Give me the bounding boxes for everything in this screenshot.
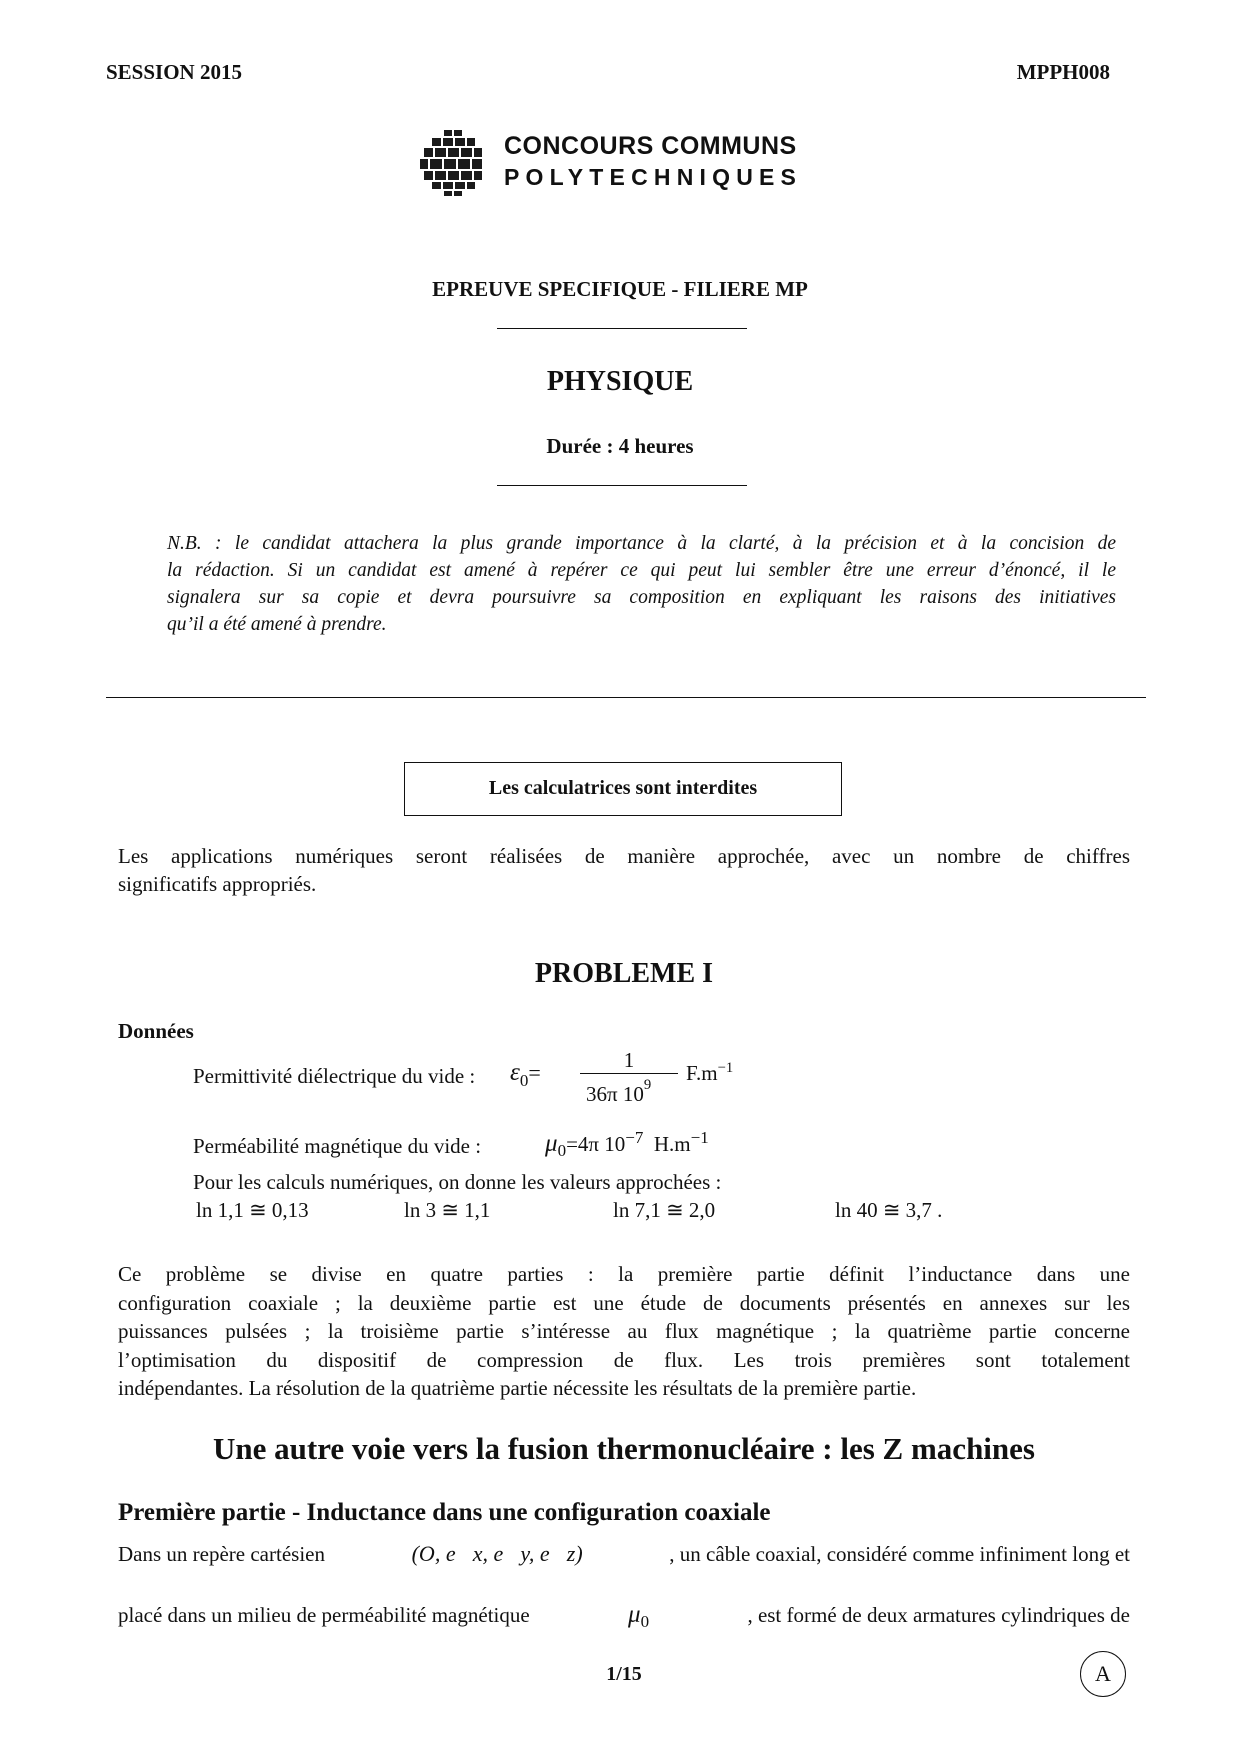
- intro-line: puissances pulsées ; la troisième partie s’intéresse au flux magnétique ; la quatrième partie concerne: [118, 1319, 1130, 1343]
- duration: Durée : 4 heures: [546, 434, 694, 458]
- text: placé dans un milieu de perméabilité magnétique: [118, 1603, 530, 1627]
- permittivity-denominator: 36π $10^9$: [586, 1077, 652, 1106]
- nb-line: N.B. : le candidat attachera la plus grande importance à la clarté, à la précision et à la concision de: [167, 533, 1116, 554]
- part1-line1: [118, 1541, 1130, 1567]
- ccp-logo-icon: [418, 128, 488, 198]
- text: , un câble coaxial, considéré comme infiniment long et: [669, 1542, 1130, 1566]
- permittivity-numerator: 1: [623, 1048, 635, 1072]
- problem-intro-paragraph: [118, 1260, 1130, 1403]
- permittivity-unit: $F.m^{-1}$: [686, 1060, 734, 1085]
- intro-line: indépendantes. La résolution de la quatrième partie nécessite les résultats de la première partie.: [118, 1376, 917, 1400]
- log-value: ln 1,1 ≅ 0,13: [196, 1198, 309, 1222]
- exam-code: MPPH008: [1016, 60, 1110, 84]
- session-label: SESSION 2015: [106, 60, 242, 84]
- log-value: ln 7,1 ≅ 2,0: [613, 1198, 716, 1222]
- nb-line: qu’il a été amené à prendre.: [167, 614, 387, 635]
- log-value: ln 3 ≅ 1,1: [404, 1198, 491, 1222]
- text: , est formé de deux armatures cylindriques de: [747, 1603, 1130, 1627]
- nb-line: signalera sur sa copie et devra poursuivre sa composition en expliquant les raisons des initiatives: [167, 587, 1116, 608]
- section-divider: [106, 697, 1146, 698]
- intro-line: configuration coaxiale ; la deuxième partie est une étude de documents présentés en annexes sur les: [118, 1290, 1130, 1315]
- main-title: Une autre voie vers la fusion thermonucléaire : les Z machines: [213, 1431, 1035, 1466]
- text: Dans un repère cartésien: [118, 1542, 325, 1566]
- intro-line: l’optimisation du dispositif de compression de flux. Les trois premières sont totalement: [118, 1347, 1130, 1372]
- logo-line2: POLYTECHNIQUES: [504, 164, 803, 190]
- permeability-label: Perméabilité magnétique du vide :: [193, 1134, 482, 1158]
- page-number: 1/15: [606, 1663, 642, 1685]
- permeability-value: $\mu_0=4\pi$ $10^{-7}$ $H.m^{-1}$: [545, 1128, 709, 1161]
- exam-type: EPREUVE SPECIFIQUE - FILIERE MP: [432, 277, 808, 301]
- mu-symbol: $\mu_0$: [628, 1601, 650, 1632]
- part1-line2: [118, 1601, 1130, 1632]
- approx-intro: Pour les calculs numériques, on donne les valeurs approchées :: [193, 1170, 722, 1194]
- applications-line: significatifs appropriés.: [118, 872, 317, 896]
- divider: [497, 328, 747, 329]
- part1-title: Première partie - Inductance dans une configuration coaxiale: [118, 1499, 771, 1526]
- intro-line: Ce problème se divise en quatre parties : la première partie définit l’inductance dans une: [118, 1262, 1130, 1286]
- subject-title: PHYSIQUE: [546, 366, 694, 397]
- calculator-notice: Les calculatrices sont interdites: [404, 762, 842, 816]
- permittivity-symbol: $\varepsilon_0=$: [510, 1059, 541, 1090]
- applications-paragraph: [118, 842, 1130, 898]
- fraction-bar: [580, 1073, 678, 1074]
- version-badge: A: [1080, 1651, 1126, 1697]
- applications-line: Les applications numériques seront réalisées de manière approchée, avec un nombre de chiffres: [118, 844, 1130, 868]
- divider: [497, 485, 747, 486]
- frame-expression: (O, e⃗x, e⃗y, e⃗z): [411, 1541, 583, 1566]
- problem-title: PROBLEME I: [534, 958, 714, 989]
- permittivity-label: Permittivité diélectrique du vide :: [193, 1064, 476, 1088]
- logo-line1: CONCOURS COMMUNS: [504, 132, 797, 160]
- nb-paragraph: [167, 530, 1116, 638]
- log-value: ln 40 ≅ 3,7 .: [835, 1198, 943, 1222]
- data-heading: Données: [118, 1019, 194, 1043]
- nb-line: la rédaction. Si un candidat est amené à repérer ce qui peut lui sembler être une erreur d’énoncé, il le: [167, 560, 1116, 581]
